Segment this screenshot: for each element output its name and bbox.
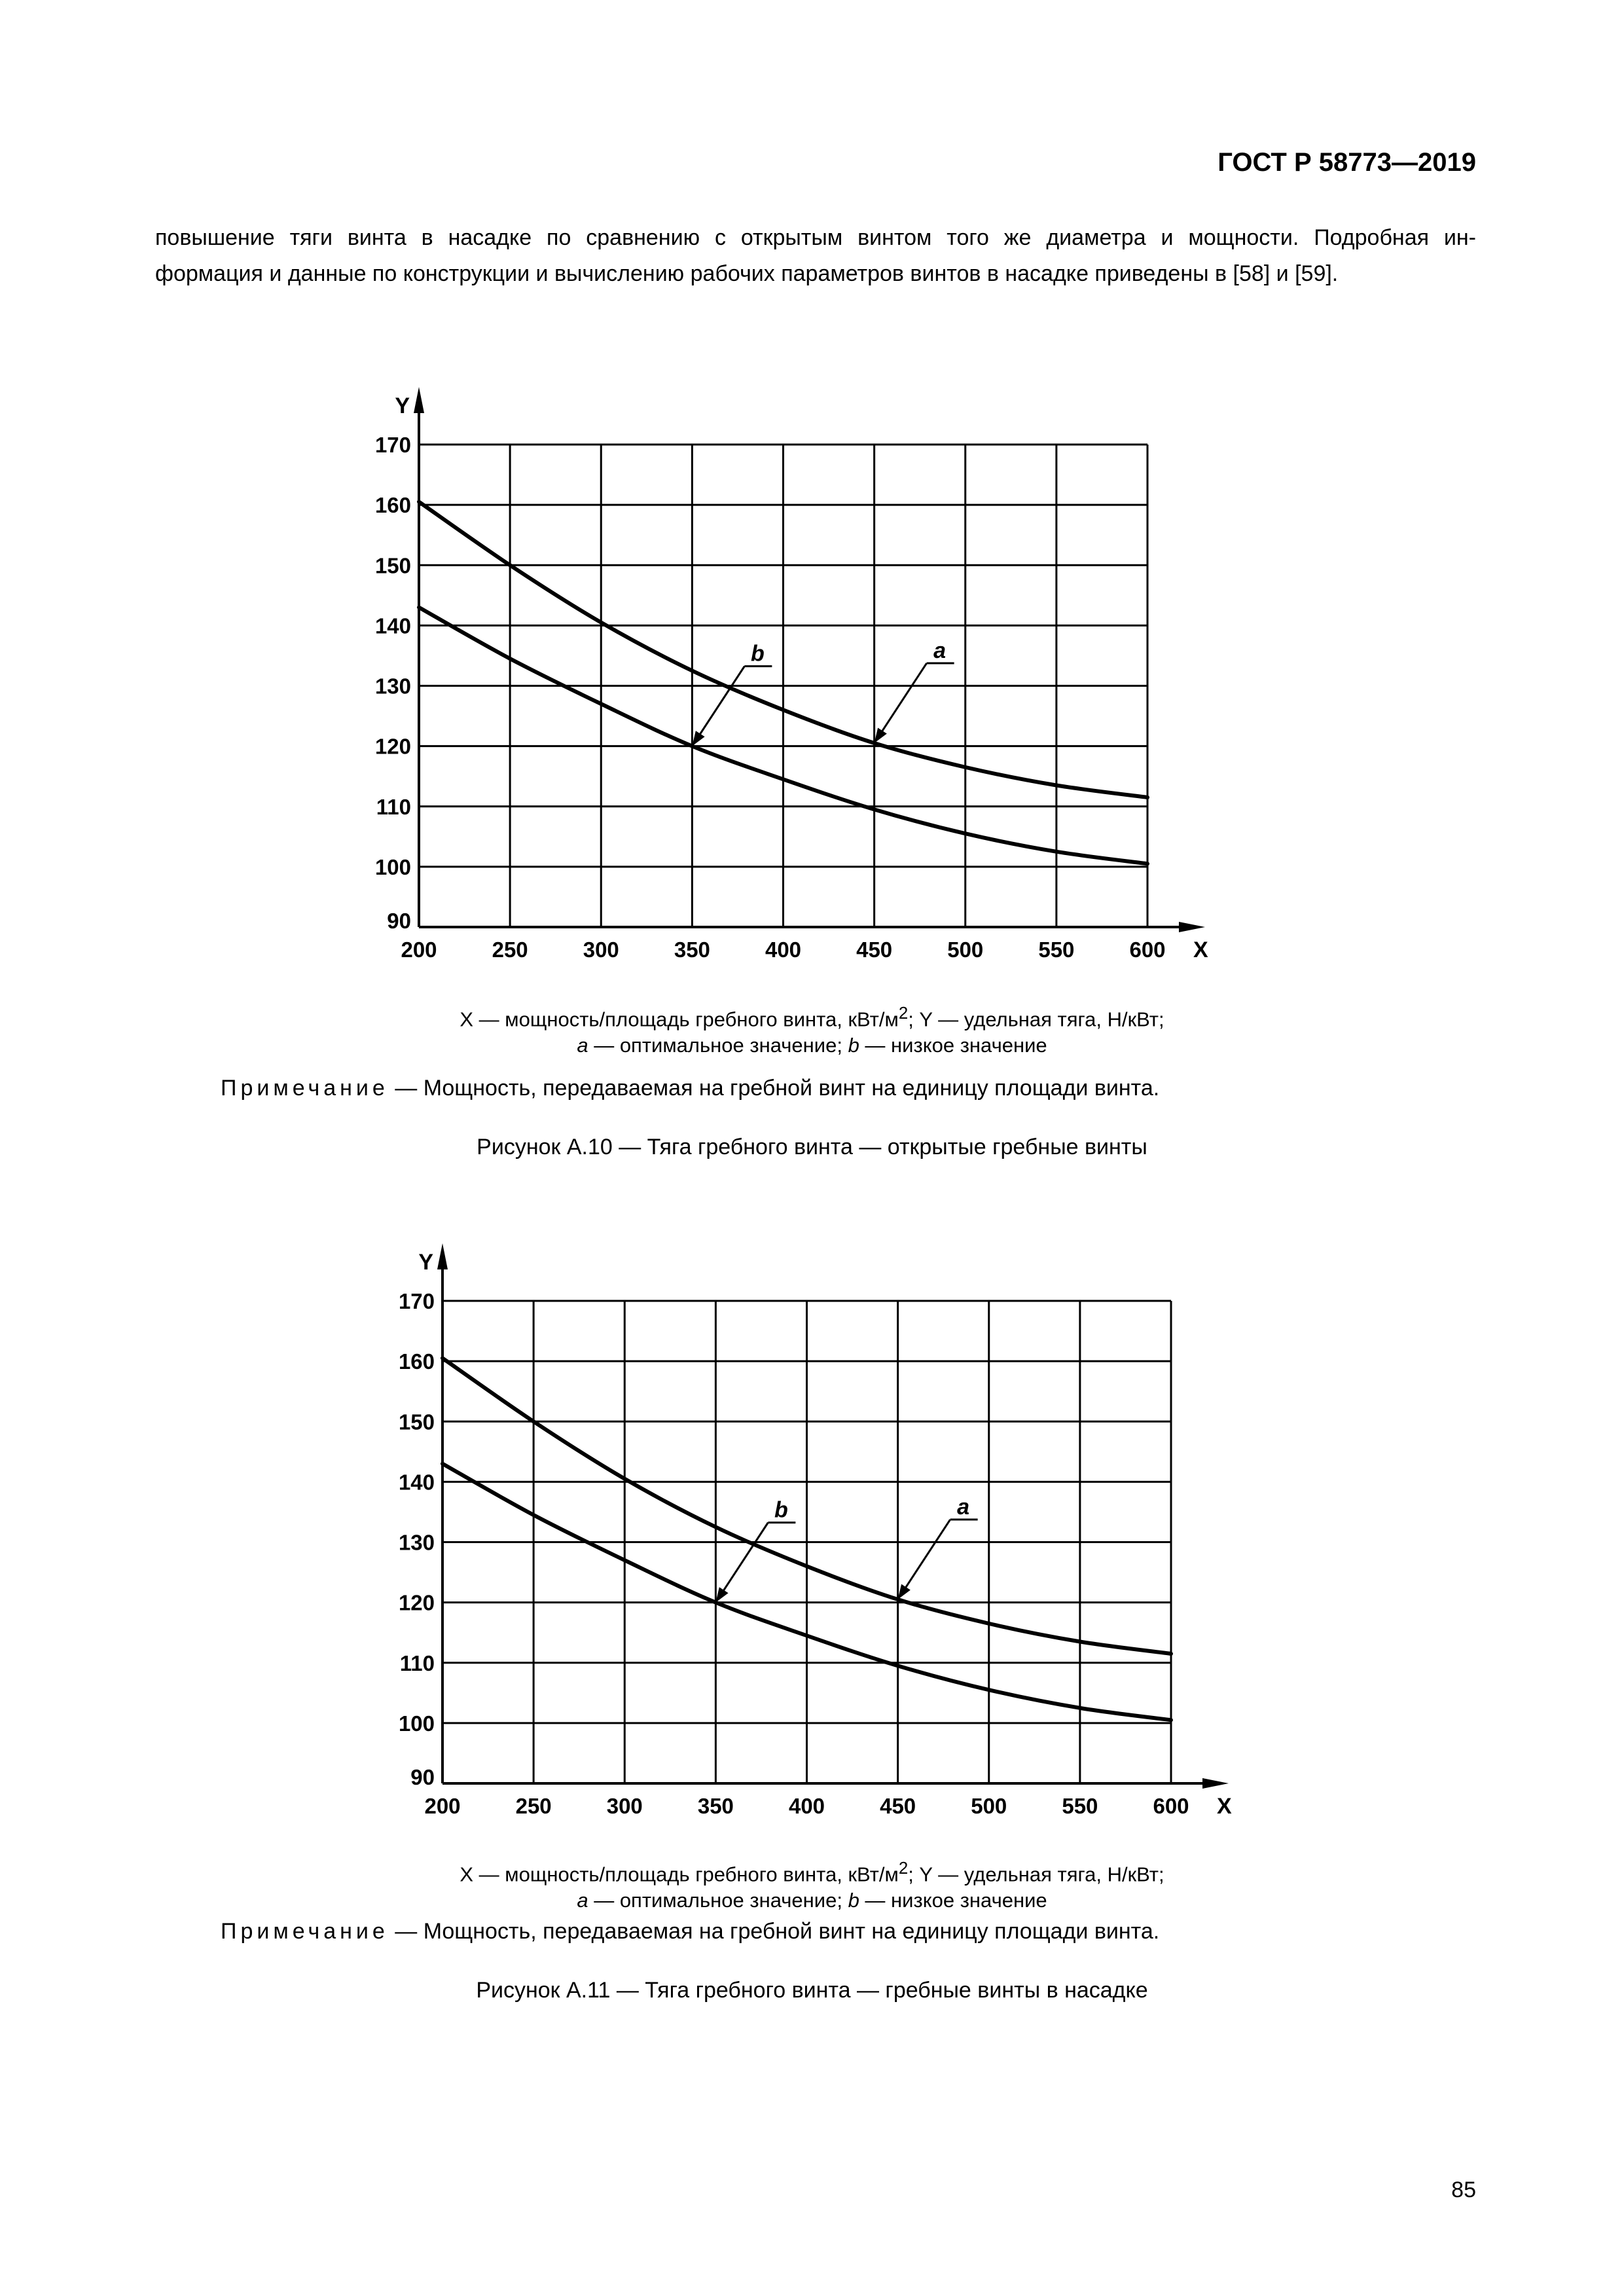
- y-tick-label: 120: [374, 734, 411, 759]
- intro-line-2: формация и данные по конструкции и вычислению рабочих параметров винтов в насадке приведены в [58] и [59].: [155, 261, 1339, 286]
- annotation-label-b: b: [750, 641, 765, 666]
- y-tick-label: 110: [376, 794, 411, 819]
- note-text: — Мощность, передаваемая на гребной винт на единицу площади винта.: [388, 1919, 1160, 1944]
- y-tick-label: 130: [398, 1530, 435, 1555]
- figure-a10-note: [221, 1076, 1159, 1101]
- legend-b-letter: b: [848, 1889, 859, 1912]
- y-tick-label: 150: [398, 1410, 435, 1434]
- x-tick-label: 200: [424, 1794, 461, 1818]
- x-tick-label: 300: [606, 1794, 643, 1818]
- x-tick-label: 450: [880, 1794, 916, 1818]
- y-tick-label: 140: [398, 1470, 435, 1495]
- x-tick-label: 350: [674, 938, 710, 962]
- legend-line-2: [0, 1887, 1624, 1914]
- annotation-arrow-b: [692, 731, 704, 746]
- x-tick-label: 400: [765, 938, 802, 962]
- y-axis-arrow: [437, 1243, 448, 1269]
- x-tick-label: 450: [856, 938, 893, 962]
- figure-a10-caption: Рисунок А.10 — Тяга гребного винта — открытые гребные винты: [477, 1135, 1147, 1159]
- grid: [442, 1301, 1171, 1783]
- y-tick-label: 120: [398, 1590, 435, 1615]
- legend-a-text: — оптимальное значение;: [588, 1034, 848, 1057]
- intro-paragraph: [155, 220, 1476, 292]
- legend-a-text: — оптимальное значение;: [588, 1889, 848, 1912]
- y-axis-arrow: [414, 387, 424, 413]
- legend-y-text: ; Y — удельная тяга, Н/кВт;: [908, 1863, 1164, 1886]
- y-tick-label: 90: [387, 909, 411, 933]
- x-axis-label: X: [1217, 1794, 1232, 1819]
- x-axis-arrow: [1202, 1778, 1229, 1789]
- y-axis-label: Y: [395, 393, 410, 418]
- annotation-arrow-a: [898, 1584, 911, 1599]
- annotation-label-b: b: [774, 1497, 788, 1523]
- x-tick-label: 400: [788, 1794, 825, 1818]
- note-label: Примечание: [221, 1919, 389, 1944]
- x-tick-label: 600: [1153, 1794, 1189, 1818]
- legend-line-1: [0, 1000, 1624, 1032]
- chart-figure-a11: [0, 1223, 1244, 1838]
- legend-x-text: X — мощность/площадь гребного винта, кВт/м: [460, 1008, 899, 1031]
- y-tick-label: 130: [374, 674, 411, 699]
- annotation-arrow-b: [715, 1587, 728, 1602]
- x-tick-label: 250: [515, 1794, 552, 1818]
- legend-x-sup: 2: [898, 1859, 909, 1878]
- figure-a11-caption: Рисунок А.11 — Тяга гребного винта — гребные винты в насадке: [476, 1978, 1148, 2003]
- y-tick-label: 100: [398, 1711, 435, 1736]
- x-tick-label: 250: [492, 938, 528, 962]
- figure-a11-note: [221, 1919, 1159, 1944]
- annotation-arrow-a: [875, 728, 887, 743]
- legend-y-text: ; Y — удельная тяга, Н/кВт;: [908, 1008, 1164, 1031]
- x-tick-label: 350: [697, 1794, 734, 1818]
- x-tick-label: 200: [401, 938, 437, 962]
- figure-a10-legend: [0, 1000, 1624, 1059]
- x-tick-label: 300: [583, 938, 619, 962]
- legend-b-text: — низкое значение: [859, 1034, 1047, 1057]
- y-tick-label: 100: [374, 854, 411, 879]
- figure-a11-legend: [0, 1855, 1624, 1914]
- y-tick-label: 160: [398, 1349, 435, 1374]
- legend-x-sup: 2: [898, 1004, 909, 1023]
- note-text: — Мощность, передаваемая на гребной винт на единицу площади винта.: [388, 1076, 1160, 1101]
- legend-b-text: — низкое значение: [859, 1889, 1047, 1912]
- y-tick-label: 170: [398, 1289, 435, 1313]
- annotation-label-a: a: [957, 1495, 970, 1520]
- chart-figure-a10: [0, 367, 1244, 982]
- x-tick-label: 550: [1038, 938, 1075, 962]
- y-tick-label: 140: [374, 613, 411, 638]
- legend-x-text: X — мощность/площадь гребного винта, кВт/м: [460, 1863, 899, 1886]
- x-tick-label: 550: [1062, 1794, 1098, 1818]
- y-axis-label: Y: [418, 1250, 433, 1275]
- x-axis-arrow: [1179, 922, 1205, 932]
- y-tick-label: 170: [374, 433, 411, 457]
- grid: [419, 445, 1147, 927]
- y-tick-label: 150: [374, 553, 411, 578]
- y-tick-label: 90: [410, 1765, 435, 1789]
- annotation-leader-a: [877, 663, 927, 739]
- page-number: 85: [1451, 2178, 1476, 2202]
- intro-line-1: повышение тяги винта в насадке по сравнению с открытым винтом того же диаметра и мощности. Подробная ин-: [155, 225, 1476, 250]
- x-tick-label: 500: [971, 1794, 1007, 1818]
- legend-a-letter: a: [577, 1889, 588, 1912]
- legend-line-2: [0, 1032, 1624, 1059]
- legend-b-letter: b: [848, 1034, 859, 1057]
- y-tick-label: 160: [374, 493, 411, 518]
- x-tick-label: 500: [947, 938, 984, 962]
- annotation-label-a: a: [933, 638, 947, 664]
- document-number: ГОСТ Р 58773—2019: [1218, 148, 1476, 177]
- y-tick-label: 110: [399, 1650, 435, 1675]
- legend-a-letter: a: [577, 1034, 588, 1057]
- annotation-leader-a: [901, 1520, 950, 1595]
- x-tick-label: 600: [1129, 938, 1166, 962]
- x-axis-label: X: [1193, 938, 1208, 962]
- legend-line-1: [0, 1855, 1624, 1887]
- note-label: Примечание: [221, 1076, 389, 1101]
